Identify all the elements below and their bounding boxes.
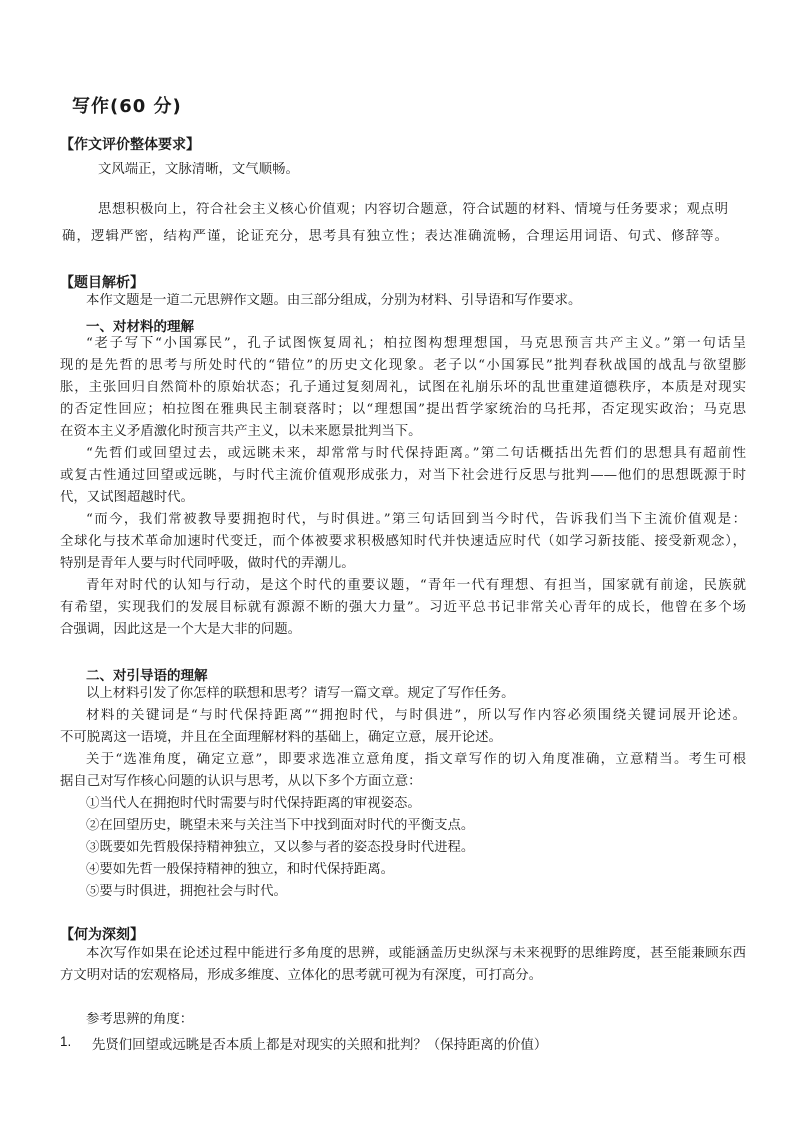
reference-angles-label: 参考思辨的角度： [86,1012,194,1027]
analysis-intro: 本作文题是一道二元思辨作文题。由三部分组成，分别为材料、引导语和写作要求。 [86,293,582,308]
eval-paragraph-1: 文风端正，文脉清晰，文气顺畅。 [98,162,299,177]
angle-point: ⑤要与时俱进，拥抱社会与时代。 [86,884,287,899]
page-title: 写作(60 分) [72,96,182,117]
material-para-4-line: 有希望，实现我们的发展目标就有源源不断的强大力量”。习近平总书记非常关心青年的成长，他曾在多个场 [60,600,746,615]
guide-para-3-line: 据自己对写作核心问题的认识与思考，从以下多个方面立意： [60,774,422,789]
depth-heading: 【何为深刻】 [60,927,144,943]
analysis-heading: 【题目解析】 [60,275,144,291]
guide-para-2-line: 材料的关键词是“与时代保持距离”“拥抱时代，与时俱进”，所以写作内容必须围绕关键词展开论述。 [86,708,746,723]
material-para-1-line: 在资本主义矛盾激化时预言共产主义，以未来愿景批判当下。 [60,424,422,439]
list-item-number: 1. [60,1034,72,1049]
angle-point: ③既要如先哲般保持精神独立，又以参与者的姿态投身时代进程。 [86,840,475,855]
material-para-3-line: 特别是青年人要与时代同呼吸，做时代的弄潮儿。 [60,556,355,571]
guide-para-3-line: 关于“选准角度，确定立意”，即要求选准立意角度，指文章写作的切入角度准确，立意精当。考生可根 [86,752,746,767]
material-para-2-line: 代，又试图超越时代。 [60,490,194,505]
depth-para-line: 方文明对话的宏观格局，形成多维度、立体化的思考就可视为有深度，可打高分。 [60,968,543,983]
section-material-heading: 一、对材料的理解 [86,319,194,335]
material-para-1-line: 现的是先哲的思考与所处时代的“错位”的历史文化现象。老子以“小国寡民”批判春秋战国的战乱与欲望膨 [60,358,746,373]
material-para-4-line: 青年对时代的认知与行动，是这个时代的重要议题，“青年一代有理想、有担当，国家就有前途，民族就 [86,578,746,593]
eval-paragraph-2-line-2: 确，逻辑严密，结构严谨，论证充分，思考具有独立性；表达准确流畅，合理运用词语、句式、修辞等。 [62,229,728,244]
material-para-2-line: 或复古性通过回望或远眺，与时代主流价值观形成张力，对当下社会进行反思与批判——他们的思想既源于时 [60,468,746,483]
angle-point: ②在回望历史，眺望未来与关注当下中找到面对时代的平衡支点。 [86,818,475,833]
guide-para-2-line: 不可脱离这一语境，并且在全面理解材料的基础上，确定立意，展开论述。 [60,730,502,745]
angle-point: ①当代人在拥抱时代时需要与时代保持距离的审视姿态。 [86,796,421,811]
guide-para-1: 以上材料引发了你怎样的联想和思考？请写一篇文章。规定了写作任务。 [86,686,515,701]
eval-heading: 【作文评价整体要求】 [60,137,200,153]
angle-point: ④要如先哲一般保持精神的独立，和时代保持距离。 [86,862,394,877]
material-para-4-line: 合强调，因此这是一个大是大非的问题。 [60,622,302,637]
material-para-3-line: “而今，我们常被教导要拥抱时代，与时俱进。”第三句话回到当今时代，告诉我们当下主流价值观是： [86,512,746,527]
material-para-1-line: 的否定性回应；柏拉图在雅典民主制衰落时；以“理想国”提出哲学家统治的乌托邦，否定现实政治；马克思 [60,402,746,417]
depth-para-line: 本次写作如果在论述过程中能进行多角度的思辨，或能涵盖历史纵深与未来视野的思维跨度，甚至能兼顾东西 [86,946,746,961]
material-para-1-line: “老子写下“小国寡民”，孔子试图恢复周礼；柏拉图构想理想国，马克思预言共产主义。”第一句话呈 [86,336,746,351]
material-para-3-line: 全球化与技术革命加速时代变迁，而个体被要求积极感知时代并快速适应时代（如学习新技能、接受新观念）， [60,534,746,549]
section-guide-heading: 二、对引导语的理解 [86,668,208,684]
material-para-1-line: 胀，主张回归自然简朴的原始状态；孔子通过复刻周礼，试图在礼崩乐坏的乱世重建道德秩序，本质是对现实 [60,380,746,395]
eval-paragraph-2-line-1: 思想积极向上，符合社会主义核心价值观；内容切合题意，符合试题的材料、情境与任务要求；观点明 [98,202,728,217]
material-para-2-line: “先哲们或回望过去，或远眺未来，却常常与时代保持距离。”第二句话概括出先哲们的思想具有超前性 [86,446,746,461]
list-item-text: 先贤们回望或远眺是否本质上都是对现实的关照和批判？（保持距离的价值） [92,1038,548,1053]
